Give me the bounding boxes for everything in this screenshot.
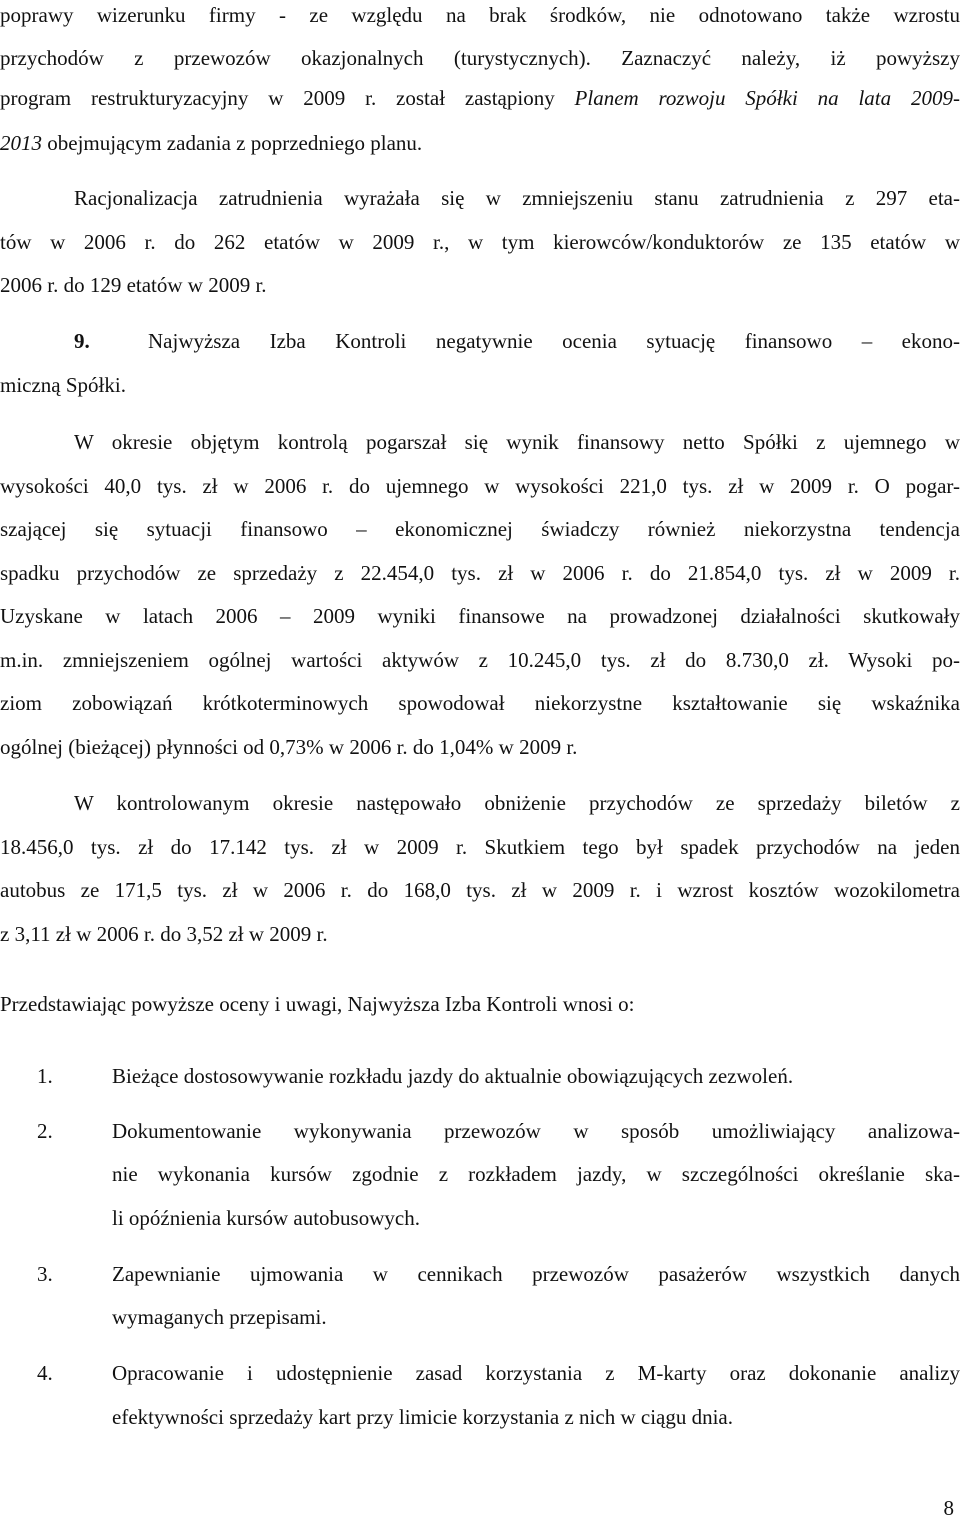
paragraph-4-line-3: autobus ze 171,5 tys. zł w 2006 r. do 168,0 tys. zł w 2009 r. i wzrost kosztów wozokilometra [0,878,960,902]
item-number: 2. [37,1119,53,1143]
paragraph-4-line-4: z 3,11 zł w 2006 r. do 3,52 zł w 2009 r. [0,922,328,946]
paragraph-2-line-2: tów w 2006 r. do 262 etatów w 2009 r., w tym kierowców/konduktorów ze 135 etatów w [0,230,960,254]
paragraph-1-line-2: przychodów z przewozów okazjonalnych (turystycznych). Zaznaczyć należy, iż powyższy [0,46,960,70]
paragraph-1-line-4-text: obejmującym zadania z poprzedniego planu. [42,131,423,155]
paragraph-2-line-3: 2006 r. do 129 etatów w 2009 r. [0,273,267,297]
paragraph-3-line-2: wysokości 40,0 tys. zł w 2006 r. do ujemnego w wysokości 221,0 tys. zł w 2009 r. O pogar- [0,474,960,498]
plan-title-italic: Planem rozwoju Spółki na lata 2009- [574,86,960,110]
paragraph-3-line-7: ziom zobowiązań krótkoterminowych spowodował niekorzystne kształtowanie się wskaźnika [0,691,960,715]
section-9-line-2: miczną Spółki. [0,373,126,397]
paragraph-3-line-8: ogólnej (bieżącej) płynności od 0,73% w 2006 r. do 1,04% w 2009 r. [0,735,578,759]
list-item-line: nie wykonania kursów zgodnie z rozkładem jazdy, w szczególności określanie ska- [112,1162,960,1186]
list-item-line: li opóźnienia kursów autobusowych. [112,1206,420,1230]
item-number: 3. [37,1262,53,1286]
plan-title-italic-end: 2013 [0,131,42,155]
list-item-line: Opracowanie i udostępnienie zasad korzystania z M-karty oraz dokonanie analizy [112,1361,960,1385]
paragraph-3-line-4: spadku przychodów ze sprzedaży z 22.454,0 tys. zł w 2006 r. do 21.854,0 tys. zł w 2009 r. [0,561,960,585]
conclusion-text: Przedstawiając powyższe oceny i uwagi, Najwyższa Izba Kontroli wnosi o: [0,992,635,1016]
paragraph-2-line-1: Racjonalizacja zatrudnienia wyrażała się w zmniejszeniu stanu zatrudnienia z 297 eta- [74,186,960,210]
paragraph-4-line-1: W kontrolowanym okresie następowało obniżenie przychodów ze sprzedaży biletów z [74,791,960,815]
paragraph-3-line-5: Uzyskane w latach 2006 – 2009 wyniki finansowe na prowadzonej działalności skutkowały [0,604,960,628]
paragraph-3-line-3: szającej się sytuacji finansowo – ekonomicznej świadczy również niekorzystna tendencja [0,517,960,541]
paragraph-3-line-6: m.in. zmniejszeniem ogólnej wartości aktywów z 10.245,0 tys. zł do 8.730,0 zł. Wysoki po- [0,648,960,672]
list-item-line: Bieżące dostosowywanie rozkładu jazdy do aktualnie obowiązujących zezwoleń. [112,1064,794,1088]
paragraph-1-line-1: poprawy wizerunku firmy - ze względu na brak środków, nie odnotowano także wzrostu [0,3,960,27]
paragraph-4-line-2: 18.456,0 tys. zł do 17.142 tys. zł w 2009 r. Skutkiem tego był spadek przychodów na jeden [0,835,960,859]
list-item-line: Dokumentowanie wykonywania przewozów w sposób umożliwiający analizowa- [112,1119,960,1143]
paragraph-1-line-3 [0,85,960,111]
list-item-line: efektywności sprzedaży kart przy limicie korzystania z nich w ciągu dnia. [112,1405,734,1429]
paragraph-1-line-4 [0,130,960,156]
item-number: 1. [37,1064,53,1088]
section-number: 9. [74,329,90,353]
list-item-line: wymaganych przepisami. [112,1305,327,1329]
list-item-line: Zapewnianie ujmowania w cennikach przewozów pasażerów wszystkich danych [112,1262,960,1286]
paragraph-3-line-1: W okresie objętym kontrolą pogarszał się wynik finansowy netto Spółki z ujemnego w [74,430,960,454]
page-number: 8 [943,1496,954,1520]
item-number: 4. [37,1361,53,1385]
section-9-line-1: Najwyższa Izba Kontroli negatywnie ocenia sytuację finansowo – ekono- [148,329,960,353]
paragraph-1-line-3-text: program restrukturyzacyjny w 2009 r. został zastąpiony [0,86,575,110]
